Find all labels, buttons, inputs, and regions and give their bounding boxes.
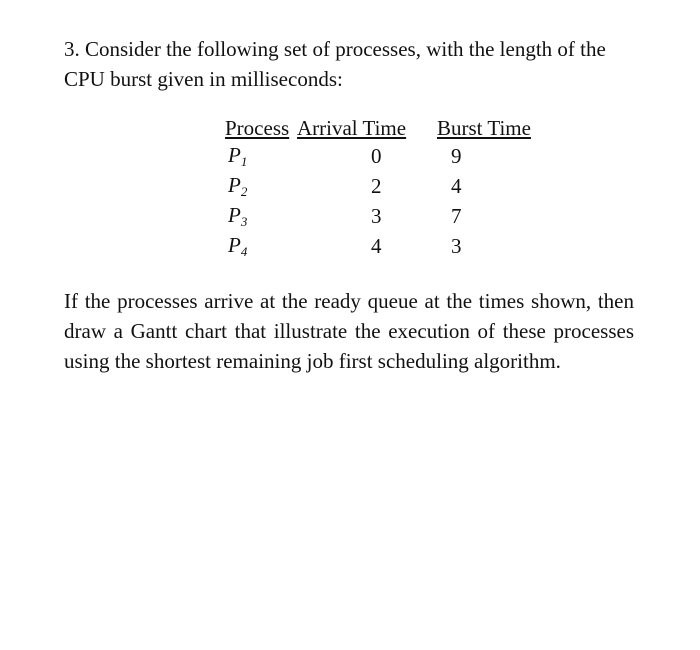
header-arrival-time: Arrival Time [297,116,407,140]
header-burst-time: Burst Time [437,116,531,140]
table-row [225,201,547,231]
arrival-time: 4 [371,233,382,258]
table-header-row [225,115,547,141]
process-name: $P_4$ [228,232,248,259]
question-body: If the processes arrive at the ready queue at the times shown, then draw a Gantt chart that illustrate the execution of these processes using the shortest remaining job first scheduling algorithm. [64,289,634,373]
burst-time: 9 [451,143,462,168]
table-row [225,141,547,171]
process-table [225,115,547,261]
process-name: $P_1$ [228,142,248,169]
arrival-time: 2 [371,173,382,198]
arrival-time: 3 [371,203,382,228]
table-row [225,231,547,261]
process-name: $P_3$ [228,202,248,229]
burst-time: 3 [451,233,462,258]
table-row [225,171,547,201]
process-name: $P_2$ [228,172,248,199]
question-intro: 3. Consider the following set of processes, with the length of the CPU burst given in milliseconds: [64,37,606,91]
arrival-time: 0 [371,143,382,168]
burst-time: 4 [451,173,462,198]
header-process: Process [225,116,290,140]
burst-time: 7 [451,203,462,228]
